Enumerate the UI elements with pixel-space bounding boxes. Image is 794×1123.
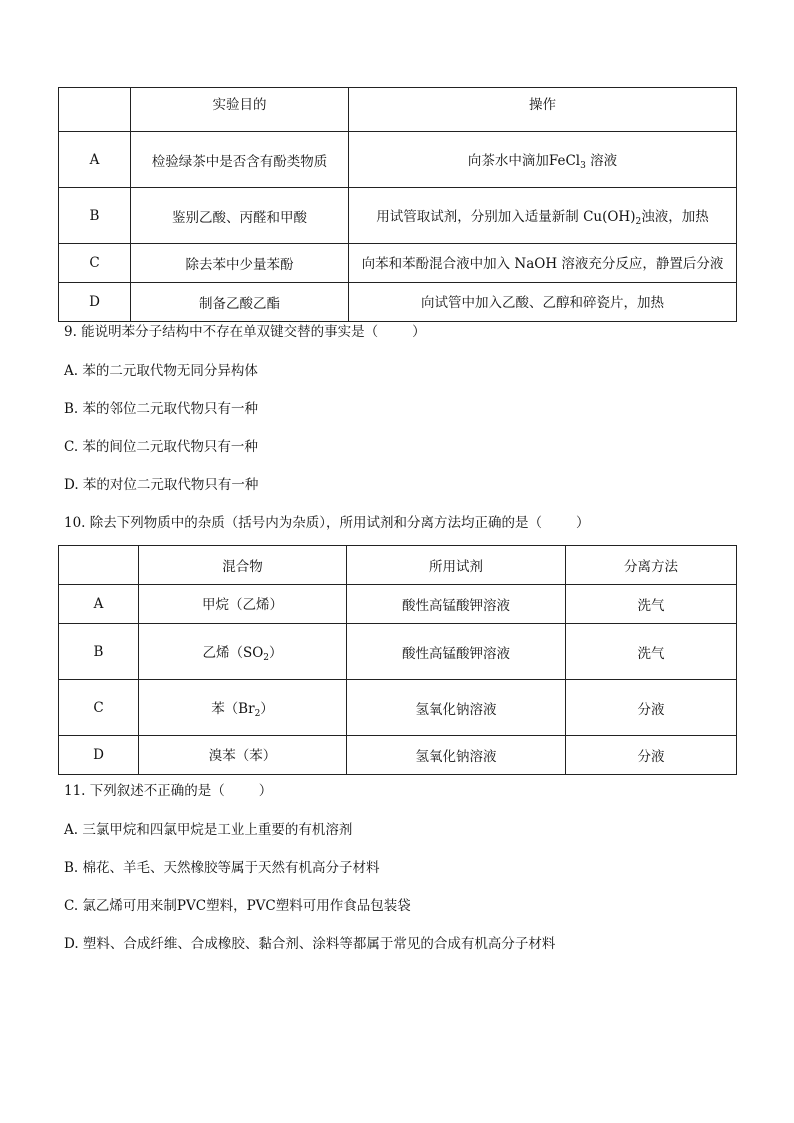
mixture-cell: 乙烯$(SO_2)$	[139, 624, 347, 680]
row-label: B	[59, 188, 131, 244]
purpose-cell: 制备乙酸乙酯	[131, 283, 349, 322]
reagent-cell: 酸性高锰酸钾溶液	[347, 624, 566, 680]
mixture-cell: 甲烷（乙烯）	[139, 585, 347, 624]
question-11-option-c: C. 氯乙烯可用来制PVC塑料，PVC塑料可用作食品包装袋	[64, 898, 411, 914]
table-row	[59, 132, 737, 188]
method-cell: 洗气	[566, 624, 737, 680]
table-row	[59, 736, 737, 775]
row-label: B	[59, 624, 139, 680]
table-row	[59, 188, 737, 244]
table-row	[59, 283, 737, 322]
reagent-cell: 酸性高锰酸钾溶液	[347, 585, 566, 624]
mixture-cell: 溴苯（苯）	[139, 736, 347, 775]
mixture-cell: 苯$(Br_2)$	[139, 680, 347, 736]
row-label: D	[59, 736, 139, 775]
table-header-row	[59, 546, 737, 585]
question-11-option-a: A. 三氯甲烷和四氯甲烷是工业上重要的有机溶剂	[64, 822, 353, 838]
operation-cell: 向茶水中滴加FeCl$_3$ 溶液	[349, 132, 737, 188]
method-cell: 洗气	[566, 585, 737, 624]
impurity-table	[58, 545, 737, 775]
table-row	[59, 244, 737, 283]
question-11-option-d: D. 塑料、合成纤维、合成橡胶、黏合剂、涂料等都属于常见的合成有机高分子材料	[64, 936, 556, 952]
question-9-stem: 9. 能说明苯分子结构中不存在单双键交替的事实是（ ）	[64, 324, 426, 340]
method-cell: 分液	[566, 736, 737, 775]
question-9-option-c: C. 苯的间位二元取代物只有一种	[64, 439, 258, 455]
header-cell: 所用试剂	[347, 546, 566, 585]
row-label: A	[59, 585, 139, 624]
header-cell: 分离方法	[566, 546, 737, 585]
question-9-option-a: A. 苯的二元取代物无同分异构体	[64, 363, 258, 379]
row-label: D	[59, 283, 131, 322]
operation-cell: 向苯和苯酚混合液中加入 NaOH 溶液充分反应，静置后分液	[349, 244, 737, 283]
header-cell: 混合物	[139, 546, 347, 585]
purpose-cell: 检验绿茶中是否含有酚类物质	[131, 132, 349, 188]
question-10-stem: 10. 除去下列物质中的杂质（括号内为杂质），所用试剂和分离方法均正确的是（ ）	[64, 515, 590, 531]
table-header-row	[59, 88, 737, 132]
question-11-option-b: B. 棉花、羊毛、天然橡胶等属于天然有机高分子材料	[64, 860, 380, 876]
question-9-option-b: B. 苯的邻位二元取代物只有一种	[64, 401, 259, 417]
row-label: C	[59, 244, 131, 283]
operation-cell: 用试管取试剂，分别加入适量新制 $Cu(OH)_2$浊液，加热	[349, 188, 737, 244]
reagent-cell: 氢氧化钠溶液	[347, 736, 566, 775]
header-cell: 实验目的	[131, 88, 349, 132]
experiment-table	[58, 87, 737, 322]
header-cell	[59, 546, 139, 585]
table-row	[59, 624, 737, 680]
row-label: A	[59, 132, 131, 188]
purpose-cell: 除去苯中少量苯酚	[131, 244, 349, 283]
table-row	[59, 585, 737, 624]
method-cell: 分液	[566, 680, 737, 736]
table-row	[59, 680, 737, 736]
question-11-stem: 11. 下列叙述不正确的是（ ）	[64, 783, 273, 799]
question-9-option-d: D. 苯的对位二元取代物只有一种	[64, 477, 259, 493]
operation-cell: 向试管中加入乙酸、乙醇和碎瓷片，加热	[349, 283, 737, 322]
header-cell: 操作	[349, 88, 737, 132]
row-label: C	[59, 680, 139, 736]
reagent-cell: 氢氧化钠溶液	[347, 680, 566, 736]
purpose-cell: 鉴别乙酸、丙醛和甲酸	[131, 188, 349, 244]
header-cell	[59, 88, 131, 132]
